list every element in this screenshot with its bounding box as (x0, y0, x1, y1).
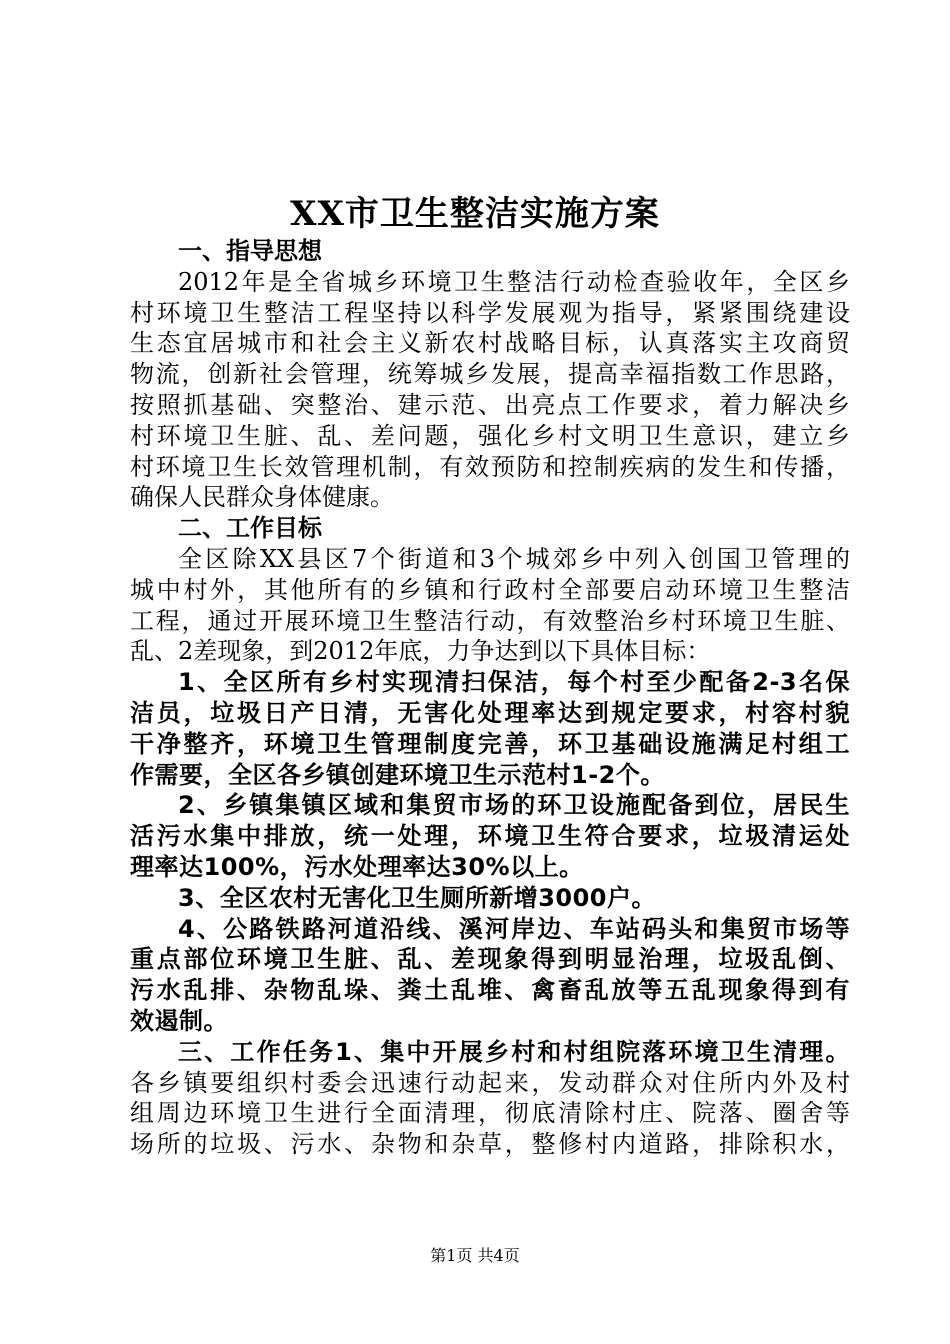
body-line: 2、乡镇集镇区域和集贸市场的环卫设施配备到位，居民生 (178, 791, 850, 820)
body-line: 城中村外，其他所有的乡镇和行政村全部要启动环境卫生整洁 (130, 575, 850, 604)
body-line: 干净整齐，环境卫生管理制度完善，环卫基础设施满足村组工 (130, 729, 850, 758)
body-line: 村环境卫生脏、乱、差问题，强化乡村文明卫生意识，建立乡 (130, 421, 850, 450)
body-line: 作需要，全区各乡镇创建环境卫生示范村1-2个。 (130, 760, 665, 789)
body-line: 物流，创新社会管理，统筹城乡发展，提高幸福指数工作思路， (130, 360, 850, 389)
body-line: 活污水集中排放，统一处理，环境卫生符合要求，垃圾清运处 (130, 822, 850, 851)
body-line: 4、公路铁路河道沿线、溪河岸边、车站码头和集贸市场等 (178, 914, 850, 943)
body-line: 乱、2差现象，到2012年底，力争达到以下具体目标： (130, 637, 711, 666)
body-line: 工程，通过开展环境卫生整洁行动，有效整治乡村环境卫生脏、 (130, 606, 850, 635)
body-line: 3、全区农村无害化卫生厕所新增3000户。 (178, 883, 656, 912)
body-line: 重点部位环境卫生脏、乱、差现象得到明显治理，垃圾乱倒、 (130, 945, 850, 974)
body-line: 村环境卫生整洁工程坚持以科学发展观为指导，紧紧围绕建设 (130, 298, 850, 327)
body-line: 村环境卫生长效管理机制，有效预防和控制疾病的发生和传播， (130, 452, 850, 481)
document-title: XX市卫生整洁实施方案 (290, 194, 660, 234)
body-line: 效遏制。 (130, 1006, 228, 1035)
body-line: 场所的垃圾、污水、杂物和杂草，整修村内道路，排除积水， (130, 1130, 850, 1159)
body-line: 1、全区所有乡村实现清扫保洁，每个村至少配备2-3名保 (178, 668, 850, 697)
body-line: 2012年是全省城乡环境卫生整洁行动检查验收年，全区乡 (178, 267, 850, 296)
body-line: 组周边环境卫生进行全面清理，彻底清除村庄、院落、圈舍等 (130, 1099, 850, 1128)
body-line: 洁员，垃圾日产日清，无害化处理率达到规定要求，村容村貌 (130, 698, 850, 727)
page-footer: 第1页 共4页 (430, 1246, 520, 1265)
section-heading: 一、指导思想 (178, 237, 322, 265)
body-line: 理率达100%，污水处理率达30%以上。 (130, 852, 584, 881)
section-heading: 三、工作任务1、集中开展乡村和村组院落环境卫生清理。 (178, 1037, 850, 1066)
body-line: 确保人民群众身体健康。 (130, 483, 394, 512)
body-line: 按照抓基础、突整治、建示范、出亮点工作要求，着力解决乡 (130, 390, 850, 419)
document-body (130, 236, 850, 1160)
body-line: 污水乱排、杂物乱垛、粪土乱堆、禽畜乱放等五乱现象得到有 (130, 976, 850, 1005)
body-line: 各乡镇要组织村委会迅速行动起来，发动群众对住所内外及村 (130, 1068, 850, 1097)
body-line: 全区除XX县区7个街道和3个城郊乡中列入创国卫管理的 (178, 544, 850, 573)
section-heading: 二、工作目标 (178, 514, 322, 543)
body-line: 生态宜居城市和社会主义新农村战略目标，认真落实主攻商贸 (130, 329, 850, 358)
